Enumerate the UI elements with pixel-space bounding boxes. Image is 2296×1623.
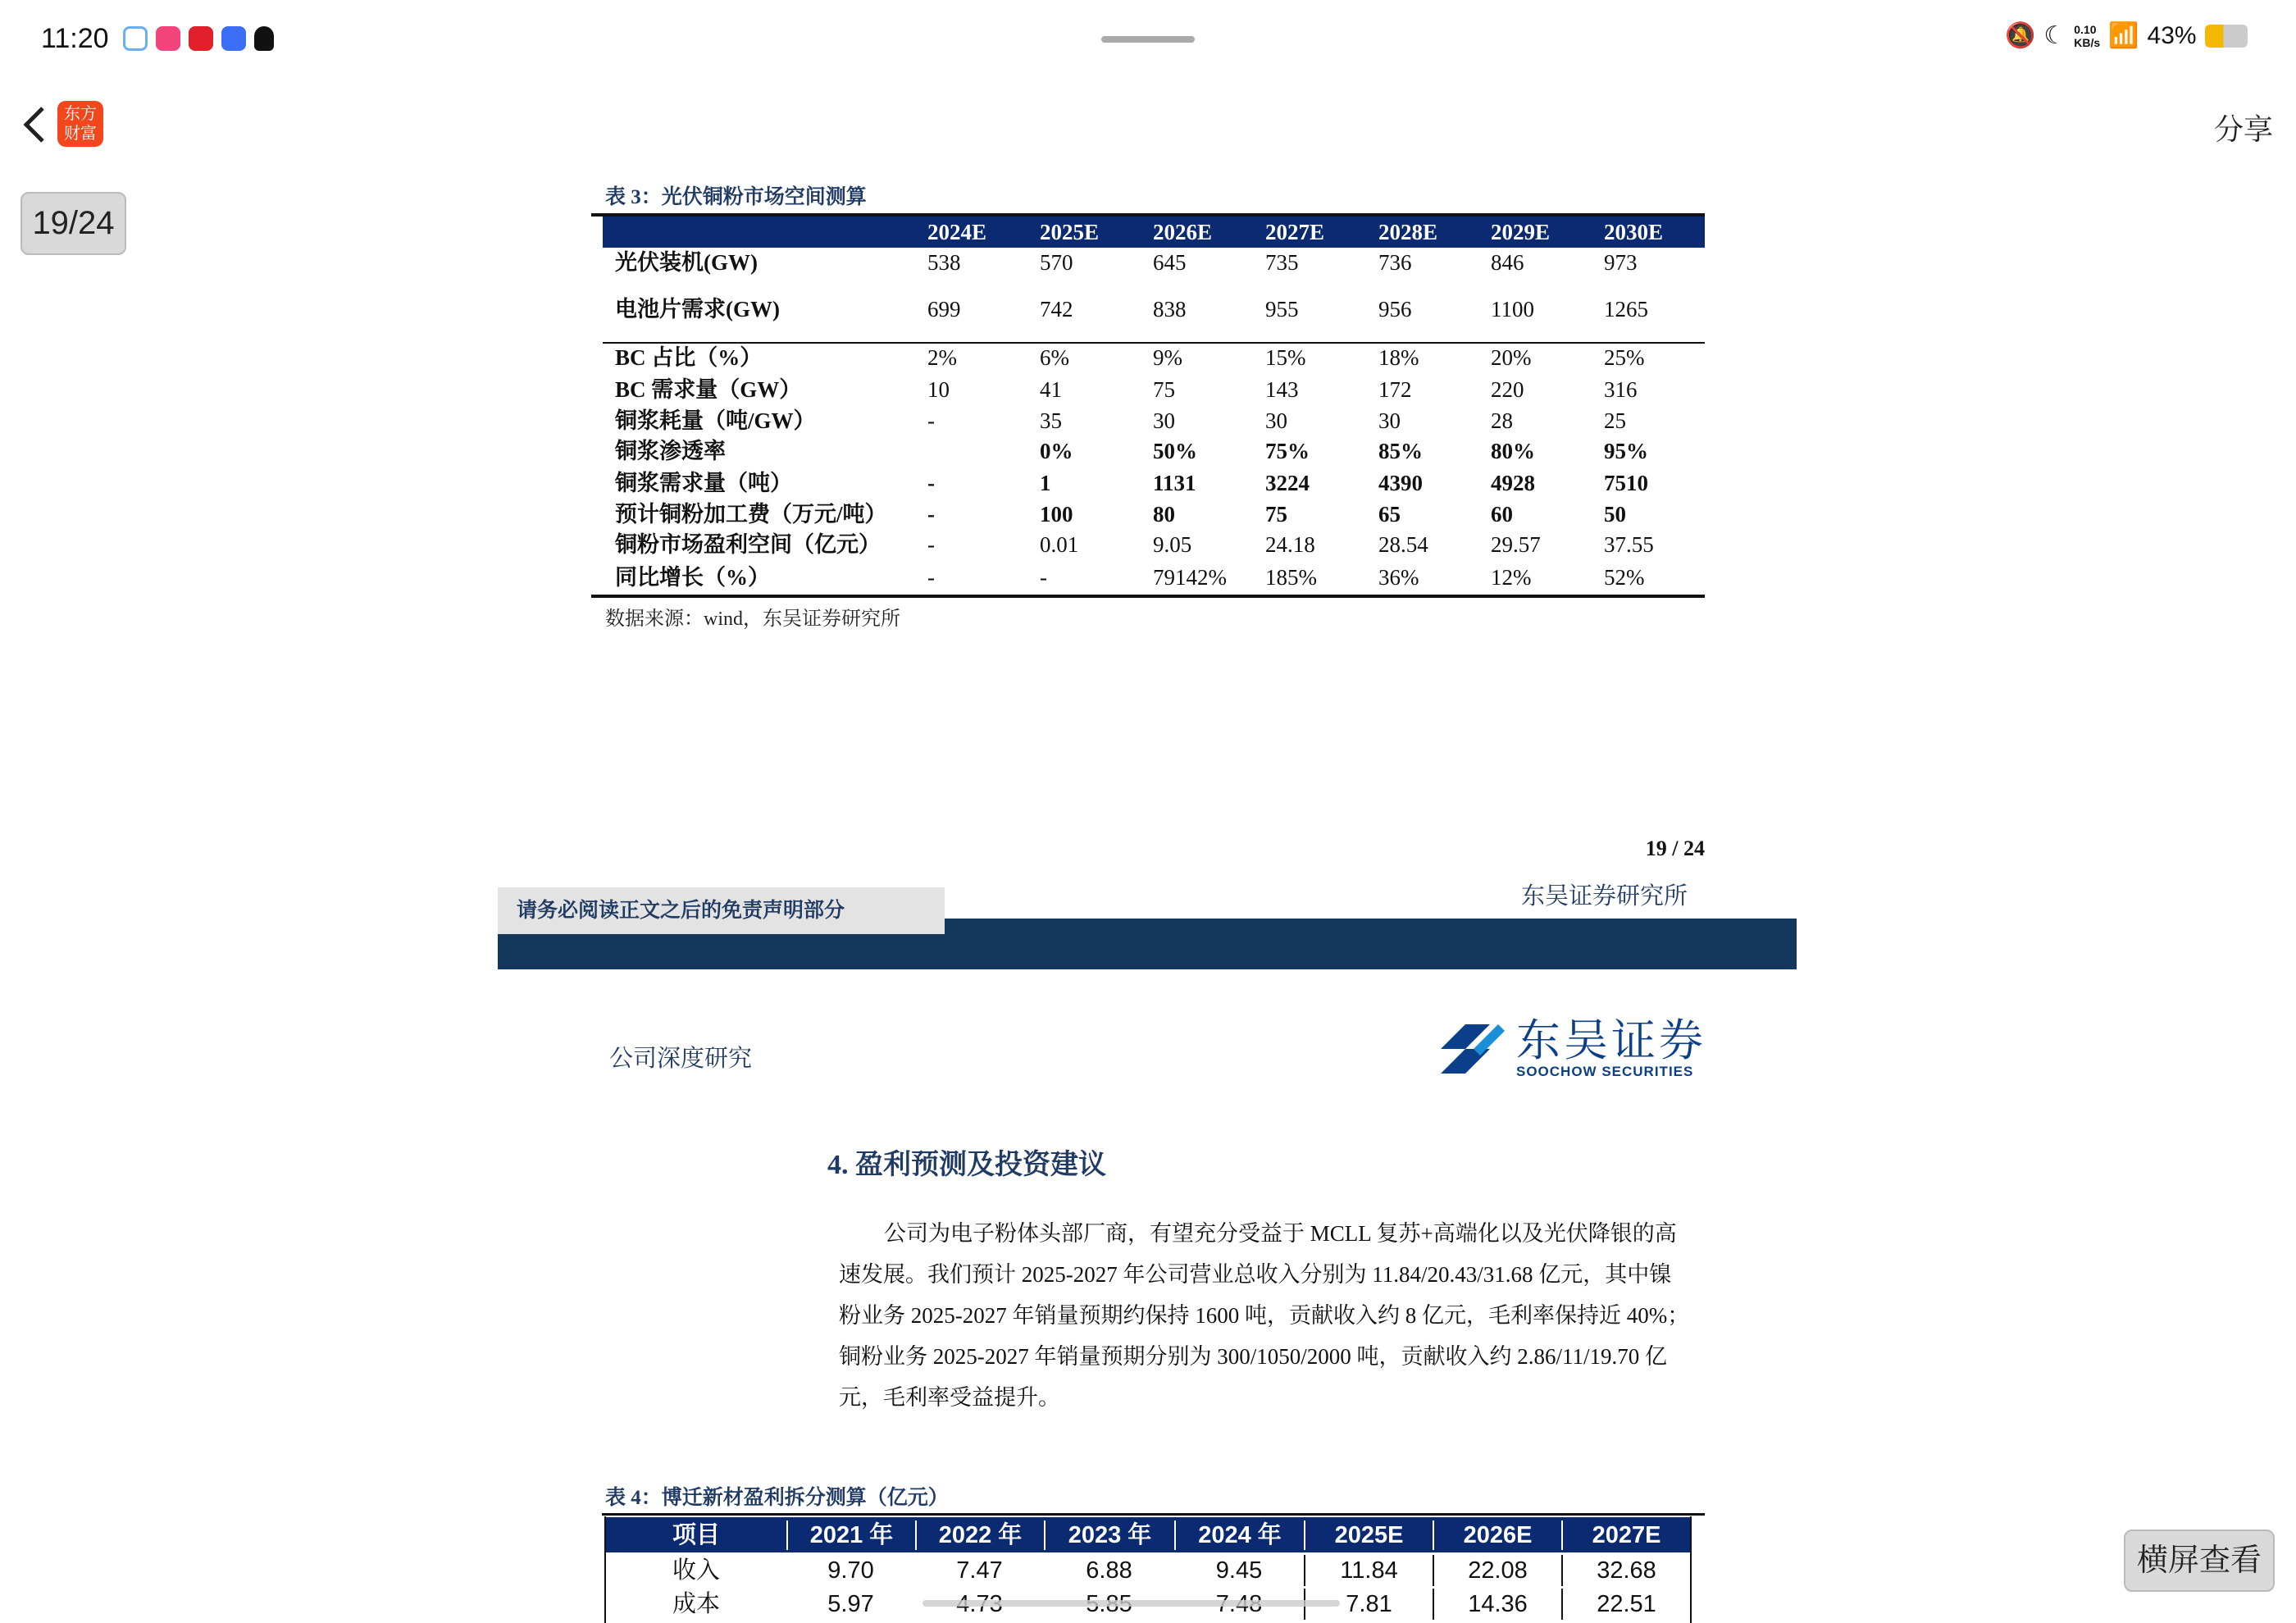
table3-cell: 28.54 bbox=[1378, 532, 1428, 557]
table3-col-header: 2028E bbox=[1378, 220, 1438, 244]
table3-cell: 570 bbox=[1040, 250, 1073, 275]
table3-cell: 316 bbox=[1604, 377, 1638, 402]
table3-bottom-rule bbox=[591, 595, 1705, 598]
notification-icons bbox=[123, 26, 274, 51]
table3-cell: 846 bbox=[1491, 250, 1524, 275]
table3-row-label: 铜浆需求量（吨） bbox=[615, 471, 792, 495]
table3-cell: 1 bbox=[1040, 471, 1051, 495]
table4-col-header: 2025E bbox=[1304, 1520, 1433, 1550]
table4-cell: 32.68 bbox=[1561, 1555, 1690, 1586]
table3-row-label: 电池片需求(GW) bbox=[615, 297, 780, 321]
table3-cell: 65 bbox=[1378, 502, 1401, 527]
table3-cell: 6% bbox=[1040, 345, 1069, 370]
table3-row bbox=[591, 294, 1705, 325]
table4-cell: 9.70 bbox=[827, 1557, 874, 1584]
table3-cell: - bbox=[927, 408, 935, 433]
table4-cell: 成本 bbox=[672, 1591, 720, 1617]
table4-col-header: 2026E bbox=[1433, 1520, 1561, 1550]
table3-cell: 29.57 bbox=[1491, 532, 1541, 557]
table4-cell: 22.08 bbox=[1433, 1555, 1561, 1586]
table3-cell: 80% bbox=[1491, 439, 1535, 463]
table3-cell: 100 bbox=[1040, 502, 1073, 527]
table3-cell: - bbox=[1040, 565, 1047, 590]
landscape-view-button[interactable]: 横屏查看 bbox=[2124, 1530, 2275, 1592]
table3-cell: 0.01 bbox=[1040, 532, 1079, 557]
table3-cell: 75 bbox=[1153, 377, 1175, 402]
table4-cell: 7.81 bbox=[1304, 1589, 1433, 1620]
table4-top-rule bbox=[602, 1513, 1705, 1516]
table3-row-label: 铜浆耗量（吨/GW） bbox=[615, 408, 816, 433]
table3-row-label: 铜浆渗透率 bbox=[615, 439, 726, 463]
paragraph-line: 元，毛利率受益提升。 bbox=[839, 1385, 1060, 1410]
paragraph-line: 速发展。我们预计 2025-2027 年公司营业总收入分别为 11.84/20.43/31.68 亿元，其中镍 bbox=[839, 1262, 1672, 1287]
table3-cell: 36% bbox=[1378, 565, 1419, 590]
table3-row-label: 光伏装机(GW) bbox=[615, 250, 758, 275]
table4-col-header: 2024 年 bbox=[1174, 1520, 1304, 1550]
table4-cell: 5.97 bbox=[827, 1591, 874, 1617]
table4-cell: 收入 bbox=[672, 1557, 720, 1584]
table3-cell: 143 bbox=[1265, 377, 1299, 402]
app-notification-icon bbox=[123, 26, 148, 51]
section-heading: 4. 盈利预测及投资建议 bbox=[827, 1150, 1106, 1180]
status-time: 11:20 bbox=[41, 23, 109, 54]
table4-col-header: 2027E bbox=[1561, 1520, 1690, 1550]
table3-row bbox=[591, 405, 1705, 436]
table3-cell: 3224 bbox=[1265, 471, 1310, 495]
brand-en: SOOCHOW SECURITIES bbox=[1516, 1064, 1694, 1079]
table3-cell: 1100 bbox=[1491, 297, 1534, 321]
table3-cell: 25 bbox=[1604, 408, 1626, 433]
table3-cell: 955 bbox=[1265, 297, 1299, 321]
table3-cell: 20% bbox=[1491, 345, 1532, 370]
paragraph-line: 公司为电子粉体头部厂商，有望充分受益于 MCLL 复苏+高端化以及光伏降银的高 bbox=[884, 1221, 1677, 1246]
table3-cell: 80 bbox=[1153, 502, 1175, 527]
app-notification-icon bbox=[221, 26, 246, 51]
table3-cell: 18% bbox=[1378, 345, 1419, 370]
table3-cell: 79142% bbox=[1153, 565, 1227, 590]
report-category: 公司深度研究 bbox=[609, 1046, 753, 1072]
table3-cell: 2% bbox=[927, 345, 957, 370]
table3-cell: 30 bbox=[1378, 408, 1401, 433]
table3-cell: 9.05 bbox=[1153, 532, 1192, 557]
table4-cell: 7.47 bbox=[956, 1557, 1003, 1584]
wifi-icon: 📶 bbox=[2108, 22, 2139, 49]
table4-cell: 22.51 bbox=[1561, 1589, 1690, 1620]
table3-cell: 95% bbox=[1604, 439, 1648, 463]
table3-cell: 742 bbox=[1040, 297, 1073, 321]
soochow-logo bbox=[1433, 1018, 1706, 1080]
app-logo: 东方财富 bbox=[57, 101, 103, 147]
table4-cell: 11.84 bbox=[1304, 1555, 1433, 1586]
paragraph-line: 铜粉业务 2025-2027 年销量预期分别为 300/1050/2000 吨，贡献收入约 2.86/11/19.70 亿 bbox=[839, 1344, 1667, 1369]
table3-cell: 30 bbox=[1265, 408, 1287, 433]
table4-title: 表 4：博迁新材盈利拆分测算（亿元） bbox=[605, 1487, 949, 1509]
chevron-left-icon bbox=[18, 103, 51, 146]
table3-cell: 37.55 bbox=[1604, 532, 1654, 557]
table3-row bbox=[591, 435, 1705, 467]
table3-row bbox=[591, 342, 1705, 373]
table3-title: 表 3：光伏铜粉市场空间测算 bbox=[605, 186, 867, 208]
page-number: 19 / 24 bbox=[1645, 837, 1705, 860]
table3-source: 数据来源：wind，东吴证券研究所 bbox=[605, 609, 900, 630]
table3-cell: 35 bbox=[1040, 408, 1062, 433]
table3-cell: 172 bbox=[1378, 377, 1412, 402]
table3-col-header: 2029E bbox=[1491, 220, 1551, 244]
table3-cell: 4390 bbox=[1378, 471, 1423, 495]
table3-cell: 645 bbox=[1153, 250, 1187, 275]
table3-cell: 185% bbox=[1265, 565, 1317, 590]
table3-row bbox=[591, 374, 1705, 405]
table3-cell: 85% bbox=[1378, 439, 1423, 463]
table3-cell: 25% bbox=[1604, 345, 1645, 370]
table3-cell: - bbox=[927, 565, 935, 590]
table3-cell: 75 bbox=[1265, 502, 1287, 527]
table3-cell: 735 bbox=[1265, 250, 1299, 275]
paragraph-line: 粉业务 2025-2027 年销量预期约保持 1600 吨，贡献收入约 8 亿元，毛利率保持近 40%； bbox=[839, 1303, 1690, 1328]
table3-row-label: BC 需求量（GW） bbox=[615, 377, 802, 402]
table3-cell: - bbox=[927, 471, 935, 495]
table3-cell: 41 bbox=[1040, 377, 1062, 402]
table3-cell: 4928 bbox=[1491, 471, 1535, 495]
table4-col-header: 2023 年 bbox=[1044, 1520, 1174, 1550]
table4-cell: 9.45 bbox=[1215, 1557, 1263, 1584]
table3-cell: 30 bbox=[1153, 408, 1175, 433]
table4-col-header: 项目 bbox=[672, 1522, 720, 1548]
table3-cell: 0% bbox=[1040, 439, 1073, 463]
table3-cell: 736 bbox=[1378, 250, 1412, 275]
table3-row bbox=[591, 499, 1705, 530]
network-speed: 0.10 bbox=[2074, 22, 2097, 36]
app-notification-icon bbox=[189, 26, 213, 51]
table4-cell: 6.88 bbox=[1086, 1557, 1132, 1584]
scroll-indicator[interactable] bbox=[922, 1600, 1340, 1607]
table4-col-header: 2022 年 bbox=[915, 1520, 1044, 1550]
page-indicator-badge: 19/24 bbox=[20, 192, 126, 255]
table3-cell: 12% bbox=[1491, 565, 1532, 590]
disclaimer-notice: 请务必阅读正文之后的免责声明部分 bbox=[498, 887, 945, 934]
table3-col-header: 2024E bbox=[927, 220, 987, 244]
table3-cell: 538 bbox=[927, 250, 961, 275]
back-button[interactable] bbox=[18, 103, 51, 146]
table3-col-header: 2027E bbox=[1265, 220, 1325, 244]
table3-row-label: BC 占比（%） bbox=[615, 345, 763, 370]
table3-row-label: 同比增长（%） bbox=[615, 565, 770, 590]
mute-icon: 🔕 bbox=[2005, 22, 2036, 49]
table3-row bbox=[591, 529, 1705, 560]
table3-cell: 50 bbox=[1604, 502, 1626, 527]
table3-cell: 9% bbox=[1153, 345, 1182, 370]
table3-cell: 838 bbox=[1153, 297, 1187, 321]
table3-row bbox=[591, 247, 1705, 278]
table3-cell: 60 bbox=[1491, 502, 1513, 527]
battery-percent: 43% bbox=[2147, 21, 2197, 49]
table3-row-label: 铜粉市场盈利空间（亿元） bbox=[615, 532, 881, 557]
table4-col-header: 2021 年 bbox=[786, 1520, 915, 1550]
soochow-logo-icon bbox=[1433, 1019, 1508, 1078]
table3-cell: 956 bbox=[1378, 297, 1412, 321]
table3-cell: 973 bbox=[1604, 250, 1638, 275]
status-right bbox=[2005, 21, 2248, 50]
table3-cell: 52% bbox=[1604, 565, 1645, 590]
table3-cell: - bbox=[927, 502, 935, 527]
table3-row bbox=[591, 562, 1705, 593]
app-notification-icon bbox=[156, 26, 180, 51]
table3-cell: 24.18 bbox=[1265, 532, 1315, 557]
network-unit: KB/s bbox=[2074, 35, 2101, 49]
table3-cell: 10 bbox=[927, 377, 950, 402]
share-button[interactable]: 分享 bbox=[2214, 112, 2274, 146]
brand-cn: 东吴证券 bbox=[1516, 1016, 1706, 1065]
table3-row bbox=[591, 467, 1705, 499]
table3-cell: 1265 bbox=[1604, 297, 1648, 321]
table3-cell: 1131 bbox=[1153, 471, 1196, 495]
moon-icon: ☾ bbox=[2043, 22, 2066, 49]
table3-cell: 50% bbox=[1153, 439, 1197, 463]
table3-col-header: 2026E bbox=[1153, 220, 1213, 244]
table4-cell: 14.36 bbox=[1433, 1589, 1561, 1620]
table3-row-label: 预计铜粉加工费（万元/吨） bbox=[615, 502, 887, 527]
table3-divider bbox=[603, 342, 1705, 344]
table3-cell: 75% bbox=[1265, 439, 1310, 463]
battery-icon bbox=[2205, 25, 2248, 48]
qq-icon bbox=[254, 26, 274, 51]
table3-cell: 220 bbox=[1491, 377, 1524, 402]
table3-col-header: 2030E bbox=[1604, 220, 1664, 244]
table3-cell: 699 bbox=[927, 297, 961, 321]
home-handle[interactable] bbox=[1101, 36, 1195, 43]
table3-col-header: 2025E bbox=[1040, 220, 1100, 244]
table3-cell: 28 bbox=[1491, 408, 1513, 433]
table3-cell: 7510 bbox=[1604, 471, 1648, 495]
table3-cell: - bbox=[927, 532, 935, 557]
table3-cell: 15% bbox=[1265, 345, 1306, 370]
footer-institute: 东吴证券研究所 bbox=[1520, 883, 1688, 910]
